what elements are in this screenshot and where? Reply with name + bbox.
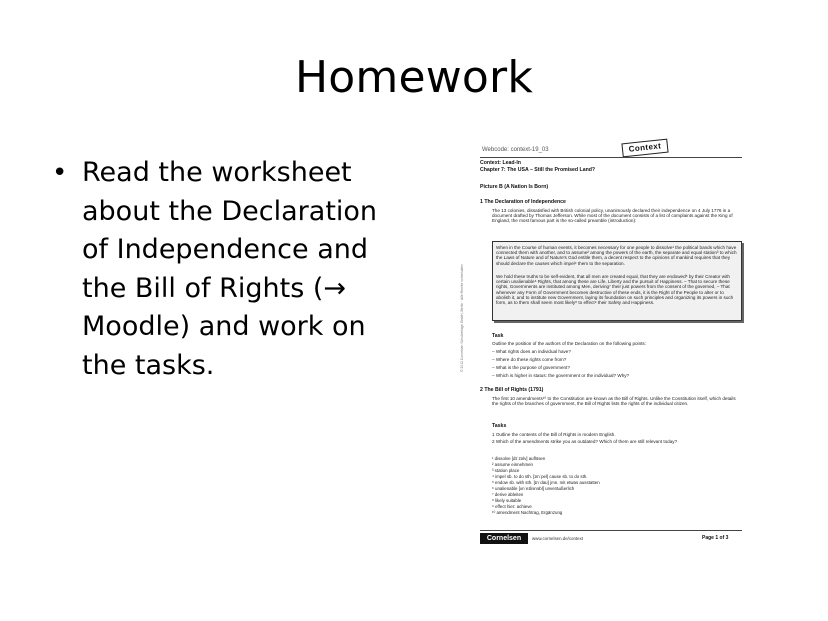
- vocab-item: ² assume einnehmen: [492, 462, 534, 467]
- task-item: 2 Which of the amendments strike you as outdated? Which of them are still relevant today?: [492, 439, 678, 444]
- task-point: – Which is higher in status: the government or the individual? Why?: [492, 373, 630, 378]
- task-intro: Outline the position of the authors of the Declaration on the following points:: [492, 341, 646, 346]
- slide-title: Homework: [294, 52, 533, 103]
- preamble-quote-box: [492, 241, 742, 321]
- page-number: Page 1 of 3: [702, 535, 729, 541]
- worksheet-image: [460, 137, 742, 551]
- vocab-item: ⁶ unalienable [ʌnˈeɪliənəbl] unveräußerlich: [492, 486, 575, 491]
- cornelsen-logo: Cornelsen: [480, 533, 528, 544]
- footer-url: www.cornelsen.de/context: [532, 536, 584, 541]
- picture-heading: Picture B (A Nation Is Born): [480, 184, 549, 190]
- preamble-paragraph-1: When in the Course of human events, it becomes necessary for one people to dissolve¹ the political bands which have connected them with another, and to assume² among the powers of the earth, the separate and equal station³ to which the Laws of Nature and of Nature's God entitle them, a decent respect to the opinions of mankind requires that they should declare the causes which impel⁴ them to the separation.: [496, 245, 737, 266]
- task-point: – What is the purpose of government?: [492, 365, 570, 370]
- preamble-paragraph-2: We hold these truths to be self-evident, that all men are created equal, that they are endowed⁵ by their Creator with certain unalienable⁶ Rights, that among these are Life, Liberty and the pursuit of Happiness. – That to secure these rights, Governments are instituted among Men, deriving⁷ their just powers from the consent of the governed, – That whenever any Form of Government becomes destructive of these ends, it is the Right of the People to alter or to abolish it, and to institute new Government, laying its foundation on such principles and organizing its powers in such form, as to them shall seem most likely⁸ to effect⁹ their Safety and Happiness.: [496, 274, 734, 306]
- task-item: 1 Outline the contents of the Bill of Rights in modern English.: [492, 432, 616, 437]
- vocab-item: ⁴ impel sb. to do sth. [ɪmˈpel] cause sb. to do sth.: [492, 474, 588, 479]
- header-divider: [480, 157, 742, 158]
- item1-heading: 1 The Declaration of Independence: [480, 199, 566, 205]
- vocab-item: ⁸ likely suitable: [492, 498, 522, 503]
- vocab-item: ¹⁰ amendment Nachtrag, Ergänzung: [492, 510, 563, 515]
- task-point: – What rights does an individual have?: [492, 349, 571, 354]
- footer-divider: [480, 530, 742, 531]
- item1-intro: The 13 colonies, dissatisfied with British colonial policy, unanimously declared their independence on 4 July 1776 in a document drafted by Thomas Jefferson. While most of the document consists of a list of complaints against the King of England, the most famous part is the so-called preamble (introduction):: [492, 208, 733, 224]
- copyright-note: © 2012 Cornelsen Schulverlage GmbH, Berlin · Alle Rechte vorbehalten: [460, 263, 464, 372]
- context-logo: Context: [621, 139, 668, 158]
- vocab-item: ⁹ effect hier: achieve: [492, 504, 532, 509]
- bullet-text: Read the worksheet about the Declaration of Independence and the Bill of Rights (→ Moodle) and work on the tasks.: [82, 157, 378, 381]
- worksheet-webcode: Webcode: context-19_03: [482, 147, 549, 153]
- task-point: – Where do these rights come from?: [492, 357, 567, 362]
- vocab-item: ¹ dissolve [dɪˈzɒlv] auflösen: [492, 456, 546, 461]
- vocab-item: ³ station place: [492, 468, 520, 473]
- worksheet-section: Context: Lead-In: [480, 160, 521, 166]
- bullet-marker: •: [52, 158, 68, 188]
- task-heading: Task: [492, 333, 504, 339]
- vocab-item: ⁷ derive ableiten: [492, 492, 524, 497]
- item2-text: The first 10 amendments¹⁰ to the Constitution are known as the Bill of Rights. Unlike the Constitution itself, which details the rights of the branches of government, the Bill of Rights lists the rights of the individual citizen.: [492, 396, 736, 407]
- tasks-heading: Tasks: [492, 423, 507, 429]
- vocab-item: ⁵ endow sb. with sth. [ɪnˈdaʊ] jmn. mit etwas ausstatten: [492, 480, 600, 485]
- worksheet-chapter: Chapter 7: The USA – Still the Promised Land?: [480, 167, 596, 173]
- item2-heading: 2 The Bill of Rights (1791): [480, 387, 544, 393]
